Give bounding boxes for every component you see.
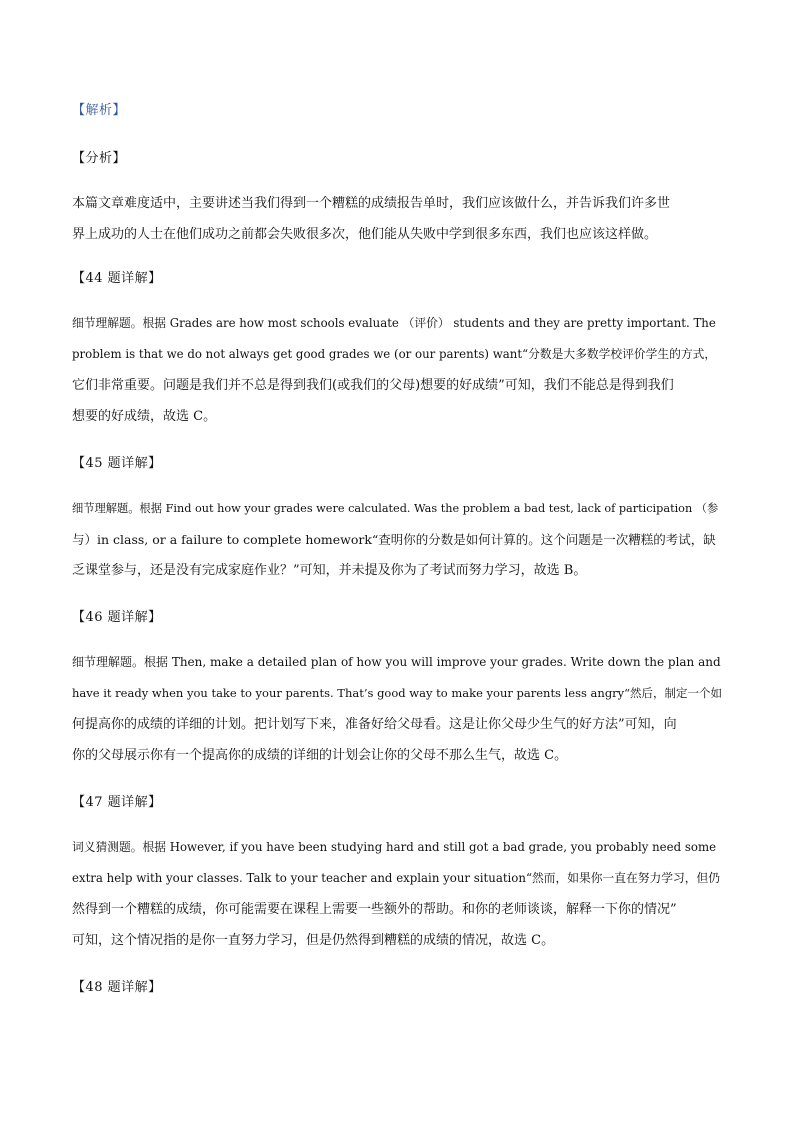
q46-heading: 【46 题详解】 (72, 610, 162, 625)
q46-line: 细节理解题。根据 Then, make a detailed plan of how you will improve your grades. Write down the plan and (72, 655, 721, 669)
q46-line: 你的父母展示你有一个提高你的成绩的详细的计划会让你的父母不那么生气，故选 C。 (72, 748, 568, 763)
q45-line: 细节理解题。根据 Find out how your grades were calculated. Was the problem a bad test, lack of participation （参 (72, 502, 719, 515)
summary-line: 本篇文章难度适中，主要讲述当我们得到一个糟糕的成绩报告单时，我们应该做什么，并告诉我们许多世 (72, 196, 671, 211)
q47-line: 可知，这个情况指的是你一直努力学习，但是仍然得到糟糕的成绩的情况，故选 C。 (72, 933, 555, 948)
analysis-heading: 【解析】 (72, 103, 127, 118)
q47-heading: 【47 题详解】 (72, 795, 162, 810)
q45-line: 与）in class, or a failure to complete homework“查明你的分数是如何计算的。这个问题是一次糟糕的考试，缺 (72, 532, 716, 547)
q47-line: 然得到一个糟糕的成绩，你可能需要在课程上需要一些额外的帮助。和你的老师谈谈，解释一下你的情况” (72, 902, 677, 917)
q47-line: extra help with your classes. Talk to your teacher and explain your situation“然而，如果你一直在努力学习，但仍 (72, 871, 720, 885)
summary-line: 界上成功的人士在他们成功之前都会失败很多次，他们能从失败中学到很多东西，我们也应该这样做。 (72, 227, 658, 242)
q44-line: problem is that we do not always get good grades we (or our parents) want“分数是大多数学校评价学生的方式， (72, 347, 717, 361)
q45-line: 乏课堂参与，还是没有完成家庭作业？”可知，并未提及你为了考试而努力学习，故选 B。 (72, 563, 587, 578)
q44-line: 细节理解题。根据 Grades are how most schools evaluate （评价） students and they are pretty important. The (72, 316, 716, 330)
fenxi-heading: 【分析】 (72, 151, 127, 166)
q47-paragraph (72, 832, 722, 956)
q46-line: have it ready when you take to your parents. That’s good way to make your parents less angry“然后，制定一个如 (72, 686, 722, 700)
q48-heading: 【48 题详解】 (72, 980, 162, 995)
q45-heading: 【45 题详解】 (72, 456, 162, 471)
q44-paragraph (72, 308, 722, 432)
q44-line: 它们非常重要。问题是我们并不总是得到我们(或我们的父母)想要的好成绩”可知，我们不能总是得到我们 (72, 378, 674, 393)
q44-heading: 【44 题详解】 (72, 271, 162, 286)
q47-line: 词义猜测题。根据 However, if you have been studying hard and still got a bad grade, you probably need some (72, 840, 717, 854)
summary-paragraph (72, 188, 722, 250)
q45-paragraph (72, 493, 722, 586)
q46-line: 何提高你的成绩的详细的计划。把计划写下来，准备好给父母看。这是让你父母少生气的好方法”可知，向 (72, 717, 677, 732)
q46-paragraph (72, 647, 722, 771)
q44-line: 想要的好成绩，故选 C。 (72, 409, 217, 424)
